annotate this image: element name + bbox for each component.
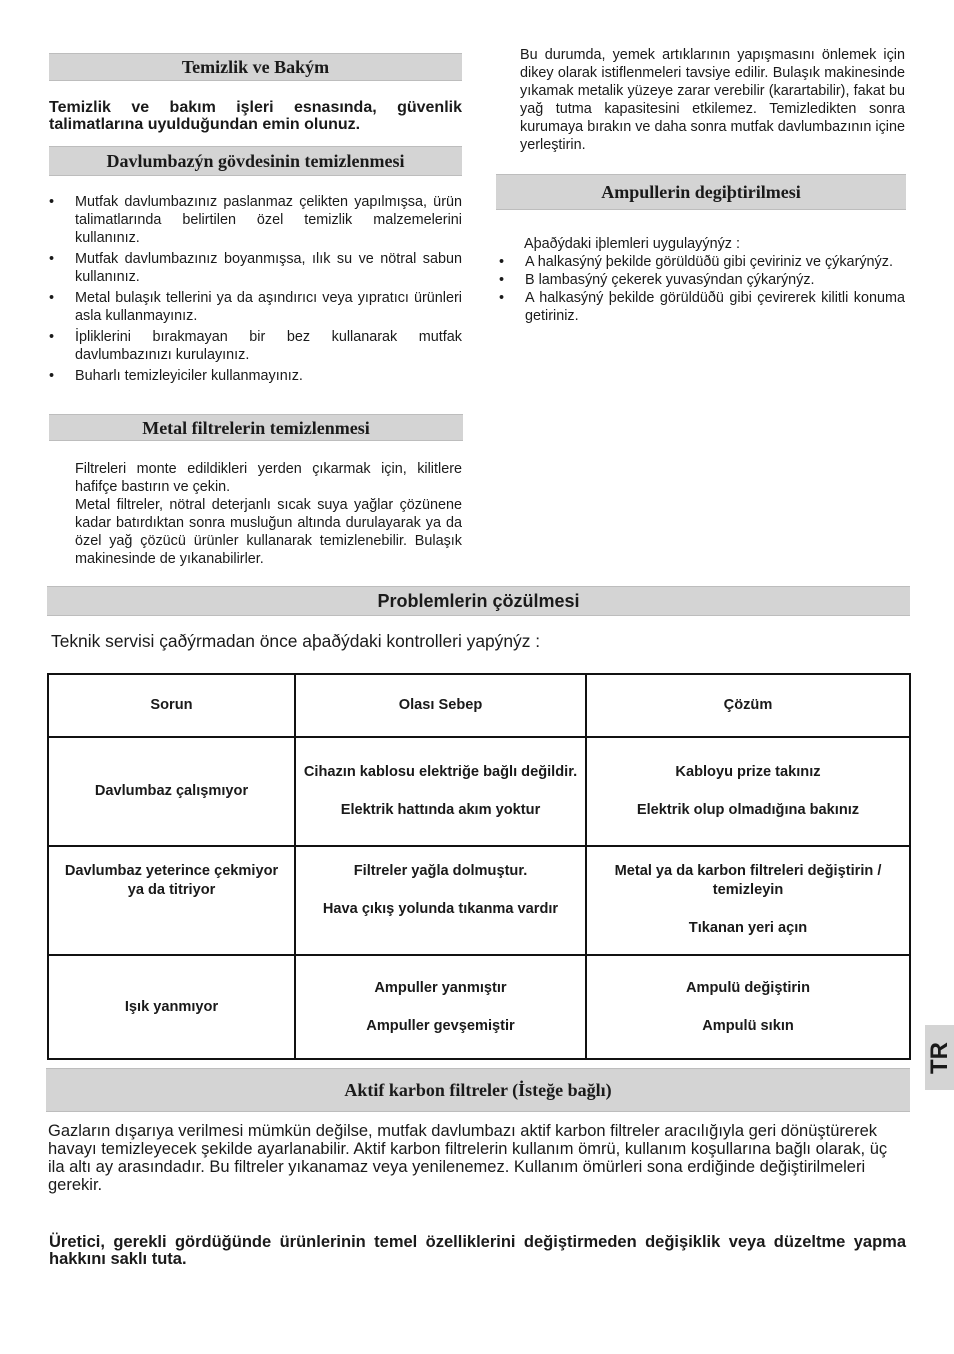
cause-text: Ampuller gevşemiştir	[366, 1017, 515, 1034]
column-header-cause: Olası Sebep	[295, 674, 586, 737]
problem-cell: Işık yanmıyor	[48, 955, 295, 1059]
safety-lead: Temizlik ve bakım işleri esnasında, güvenlik talimatlarına uyulduğundan emin olunuz.	[49, 99, 462, 133]
cause-text: Cihazın kablosu elektriğe bağlı değildir.	[303, 764, 578, 780]
list-item: • Metal bulaşık tellerini ya da aşındırıcı veya yıpratıcı ürünleri asla kullanmayınız.	[49, 289, 462, 325]
dishwasher-text: Bu durumda, yemek artıklarının yapışmasını önlemek için dikey olarak istiflenmeleri tavsiye edilir. Bulaşık makinesinde yıkamak metalik yüzeye zarar verebilir (karartabilir), fakat bu yağ tutma kapasitesini etkilemez. Temizledikten sonra kurumaya bırakın ve daha sonra mutfak davlumbazının içine yerleştirin.	[520, 47, 905, 153]
problem-cell: Davlumbaz yeterince çekmiyor ya da titriyor	[48, 846, 295, 955]
solution-text: Elektrik olup olmadığına bakınız	[636, 802, 860, 818]
filters-text	[75, 460, 462, 568]
filters-removal-text: Filtreleri monte edildikleri yerden çıkarmak için, kilitlere hafifçe bastırın ve çekin.	[75, 461, 462, 495]
solution-cell	[586, 846, 910, 955]
heading-metal-filters: Metal filtrelerin temizlenmesi	[49, 414, 463, 441]
cause-cell	[295, 737, 586, 846]
bulbs-steps-list	[499, 253, 905, 325]
cause-cell	[295, 846, 586, 955]
body-cleaning-list	[49, 193, 462, 388]
column-header-solution: Çözüm	[586, 674, 910, 737]
cause-cell	[295, 955, 586, 1059]
cause-text: Filtreler yağla dolmuştur.	[353, 863, 528, 879]
table-row	[48, 846, 910, 955]
table-header-row	[48, 674, 910, 737]
carbon-filters-text: Gazların dışarıya verilmesi mümkün değilse, mutfak davlumbazı aktif karbon filtreler aracılığıyla geri dönüştürerek havayı temizleyecek şekilde ayarlanabilir. Aktif karbon filtrelerin kullanım ömrü, kullanım koşullarına bağlı olarak, üç ila altı ay arasındadır. Bu filtreler yıkanamaz veya yenilenemez. Kullanım ömürleri sona erdiğinde değiştirilmeleri gerekir.	[48, 1122, 888, 1194]
list-item: • A halkasýný þekilde görüldüðü gibi çevirerek kilitli konuma getiriniz.	[499, 289, 905, 325]
language-tab	[925, 1025, 954, 1090]
list-item: • A halkasýný þekilde görüldüðü gibi çeviriniz ve çýkarýnýz.	[499, 253, 905, 271]
bulbs-intro: Aþaðýdaki iþlemleri uygulayýnýz :	[524, 236, 740, 252]
heading-troubleshooting: Problemlerin çözülmesi	[47, 586, 910, 616]
solution-text: Ampulü değiştirin	[685, 979, 811, 996]
cause-text: Ampuller yanmıştır	[374, 979, 507, 996]
troubleshooting-intro: Teknik servisi çaðýrmadan önce aþaðýdaki kontrolleri yapýnýz :	[51, 631, 541, 651]
column-header-problem: Sorun	[48, 674, 295, 737]
cause-text: Elektrik hattında akım yoktur	[340, 802, 541, 818]
list-item: • Mutfak davlumbazınız paslanmaz çelikten yapılmışsa, ürün talimatlarında belirtilen özel temizlik malzemelerini kullanınız.	[49, 193, 462, 247]
solution-text: Tıkanan yeri açın	[688, 920, 808, 936]
language-tab-label: TR	[925, 1041, 953, 1074]
table-row	[48, 737, 910, 846]
solution-text: Ampulü sıkın	[702, 1017, 794, 1034]
heading-body-cleaning: Davlumbazýn gövdesinin temizlenmesi	[49, 146, 462, 176]
heading-bulb-replacement: Ampullerin degiþtirilmesi	[496, 174, 906, 210]
filters-washing-text: Metal filtreler, nötral deterjanlı sıcak suya yağlar çözünene kadar batırdıktan sonra musluğun altında durulayarak ya da özel yağ çözücü ürünler kullanarak temizlenebilir. Bulaşık makinesinde de yıkanabilirler.	[75, 497, 462, 567]
problem-cell: Davlumbaz çalışmıyor	[48, 737, 295, 846]
list-item: • Buharlı temizleyiciler kullanmayınız.	[49, 367, 462, 385]
list-item: • Mutfak davlumbazınız boyanmışsa, ılık su ve nötral sabun kullanınız.	[49, 250, 462, 286]
list-item: • B lambasýný çekerek yuvasýndan çýkarýnýz.	[499, 271, 905, 289]
solution-cell	[586, 737, 910, 846]
solution-cell	[586, 955, 910, 1059]
manufacturer-note: Üretici, gerekli gördüğünde ürünlerinin temel özelliklerini değiştirmeden değişiklik veya düzeltme yapma hakkını saklı tuta.	[49, 1233, 906, 1268]
list-item: • İpliklerini bırakmayan bir bez kullanarak mutfak davlumbazınızı kurulayınız.	[49, 328, 462, 364]
heading-cleaning: Temizlik ve Bakým	[49, 53, 462, 81]
table-row	[48, 955, 910, 1059]
cause-text: Hava çıkış yolunda tıkanma vardır	[322, 901, 559, 917]
heading-carbon-filters: Aktif karbon filtreler (İsteğe bağlı)	[46, 1068, 910, 1112]
solution-text: Metal ya da karbon filtreleri değiştirin / temizleyin	[614, 863, 882, 898]
solution-text: Kabloyu prize takınız	[675, 764, 821, 780]
troubleshooting-table	[47, 673, 911, 1060]
